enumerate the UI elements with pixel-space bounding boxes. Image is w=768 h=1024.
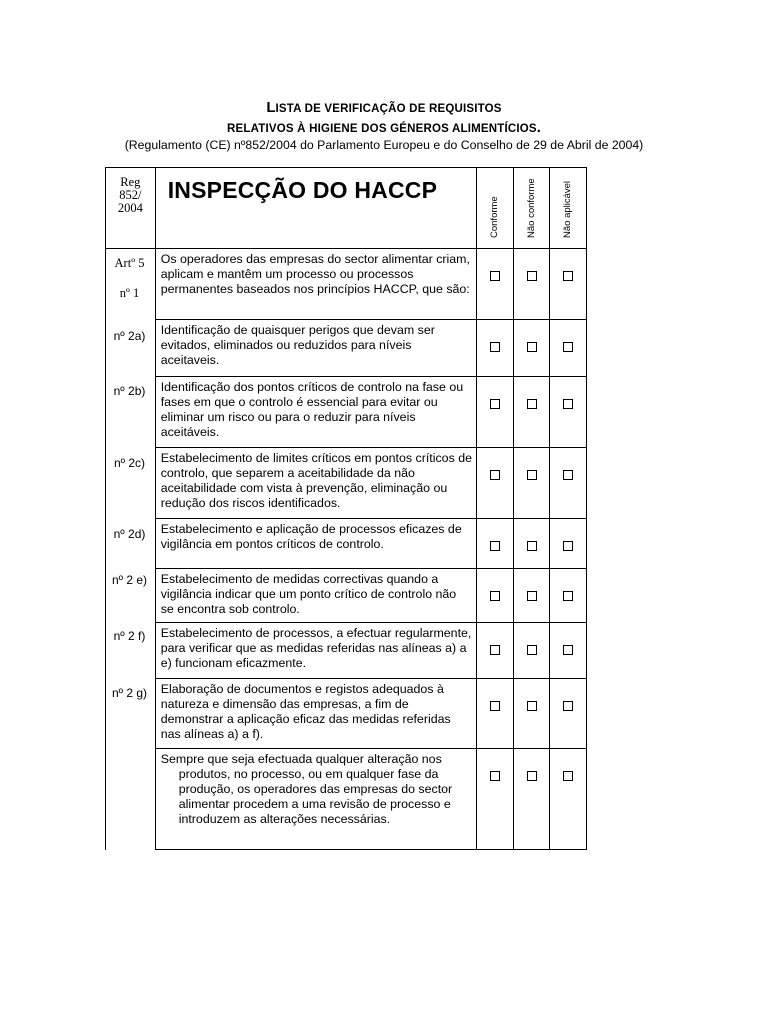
paragraph-label: nº 1	[119, 286, 140, 300]
checkbox-square-icon[interactable]	[563, 470, 573, 480]
checkbox-square-icon[interactable]	[527, 541, 537, 551]
checkbox-conforme[interactable]	[477, 679, 514, 749]
document-title-line-2	[0, 119, 768, 136]
paragraph-label: nº 2 g)	[111, 686, 148, 700]
checkbox-conforme[interactable]	[477, 249, 514, 320]
column-header-label: Não aplicável	[562, 180, 574, 238]
reg-label-line: 2004	[117, 201, 143, 215]
checkbox-square-icon[interactable]	[563, 541, 573, 551]
requirement-text-first-line: Sempre que seja efectuada qualquer alteração nos	[160, 752, 442, 766]
checkbox-square-icon[interactable]	[490, 342, 500, 352]
checkbox-square-icon[interactable]	[527, 701, 537, 711]
checkbox-nao-aplicavel[interactable]	[550, 377, 587, 448]
column-header-label: Conforme	[489, 196, 501, 238]
checkbox-square-icon[interactable]	[490, 470, 500, 480]
regulation-reference: (Regulamento (CE) nº852/2004 do Parlamento Europeu e do Conselho de 29 de Abril de 2004)	[124, 138, 644, 152]
paragraph-label: nº 2a)	[113, 329, 146, 343]
checkbox-nao-aplicavel[interactable]	[550, 249, 587, 320]
checkbox-nao-conforme[interactable]	[513, 320, 550, 377]
checkbox-nao-aplicavel[interactable]	[550, 320, 587, 377]
table-row	[106, 623, 587, 679]
title-line-2-dot: .	[536, 119, 541, 136]
checkbox-square-icon[interactable]	[563, 701, 573, 711]
table-row	[106, 320, 587, 377]
checkbox-square-icon[interactable]	[490, 591, 500, 601]
checkbox-square-icon[interactable]	[563, 591, 573, 601]
checkbox-square-icon[interactable]	[490, 541, 500, 551]
checkbox-square-icon[interactable]	[563, 771, 573, 781]
requirement-text: Estabelecimento de medidas correctivas quando a vigilância indicar que um ponto crítico de controlo não se encontra sob controlo.	[155, 569, 477, 623]
checkbox-conforme[interactable]	[477, 448, 514, 519]
column-header-conforme	[477, 168, 514, 249]
table-row	[106, 569, 587, 623]
checkbox-square-icon[interactable]	[527, 591, 537, 601]
checkbox-square-icon[interactable]	[490, 645, 500, 655]
checkbox-square-icon[interactable]	[527, 470, 537, 480]
checkbox-nao-conforme[interactable]	[513, 249, 550, 320]
section-title: INSPECÇÃO DO HACCP	[155, 168, 477, 249]
checkbox-square-icon[interactable]	[527, 771, 537, 781]
checkbox-square-icon[interactable]	[563, 271, 573, 281]
table-row	[106, 448, 587, 519]
requirement-text: Estabelecimento de processos, a efectuar regularmente, para verificar que as medidas referidas nas alíneas a) a e) funcionam eficazmente.	[155, 623, 477, 679]
requirement-text: Elaboração de documentos e registos adequados à natureza e dimensão das empresas, a fim de demonstrar a aplicação eficaz das medidas referidas nas alíneas a) a f).	[155, 679, 477, 749]
reg-label-line: 852/	[119, 188, 142, 202]
checkbox-conforme[interactable]	[477, 377, 514, 448]
column-header-nao-conforme	[513, 168, 550, 249]
haccp-checklist-table	[105, 167, 587, 850]
table-row	[106, 377, 587, 448]
paragraph-label: nº 2 e)	[111, 573, 148, 587]
requirement-text: Os operadores das empresas do sector alimentar criam, aplicam e mantêm um processo ou processos permanentes baseados nos princípios HACCP, que são:	[155, 249, 477, 320]
requirement-text: Estabelecimento de limites críticos em pontos críticos de controlo, que separem a aceitabilidade da não aceitabilidade com vista à prevenção, eliminação ou redução dos riscos identificados.	[155, 448, 477, 519]
checkbox-square-icon[interactable]	[563, 342, 573, 352]
checkbox-square-icon[interactable]	[490, 701, 500, 711]
column-header-label: Não conforme	[525, 178, 537, 238]
checkbox-nao-conforme[interactable]	[513, 679, 550, 749]
column-header-nao-aplicavel	[550, 168, 587, 249]
checkbox-nao-aplicavel[interactable]	[550, 448, 587, 519]
requirement-text-continuation: produtos, no processo, ou em qualquer fase da produção, os operadores das empresas do sector alimentar procedem a uma revisão de processo e introduzem as alterações necessárias.	[178, 767, 453, 826]
checkbox-square-icon[interactable]	[527, 645, 537, 655]
regulation-label-cell	[106, 168, 156, 249]
checkbox-nao-conforme[interactable]	[513, 377, 550, 448]
article-label: Artº 5	[114, 256, 145, 270]
checkbox-nao-aplicavel[interactable]	[550, 749, 587, 850]
checkbox-nao-conforme[interactable]	[513, 448, 550, 519]
table-row	[106, 679, 587, 749]
checkbox-square-icon[interactable]	[527, 342, 537, 352]
requirement-text: Identificação dos pontos críticos de controlo na fase ou fases em que o controlo é essencial para evitar ou eliminar um risco ou para o reduzir para níveis aceitáveis.	[155, 377, 477, 448]
requirement-text	[155, 749, 477, 850]
checkbox-nao-conforme[interactable]	[513, 623, 550, 679]
checkbox-nao-aplicavel[interactable]	[550, 679, 587, 749]
paragraph-label: nº 2b)	[113, 384, 146, 398]
checkbox-square-icon[interactable]	[563, 399, 573, 409]
paragraph-label: nº 2d)	[113, 527, 146, 541]
checkbox-square-icon[interactable]	[527, 399, 537, 409]
document-title-line-1	[0, 99, 768, 116]
checkbox-conforme[interactable]	[477, 749, 514, 850]
table-row	[106, 519, 587, 569]
checkbox-nao-aplicavel[interactable]	[550, 569, 587, 623]
checkbox-square-icon[interactable]	[563, 645, 573, 655]
checkbox-square-icon[interactable]	[527, 271, 537, 281]
checkbox-conforme[interactable]	[477, 519, 514, 569]
checkbox-nao-conforme[interactable]	[513, 519, 550, 569]
requirement-text: Identificação de quaisquer perigos que devam ser evitados, eliminados ou reduzidos para níveis aceitaveis.	[155, 320, 477, 377]
title-line-1-text: ISTA DE VERIFICAÇÃO DE REQUISITOS	[275, 103, 502, 115]
table-row	[106, 749, 587, 850]
paragraph-label: nº 2c)	[113, 456, 146, 470]
reg-label-line: Reg	[120, 175, 141, 189]
checkbox-square-icon[interactable]	[490, 399, 500, 409]
checkbox-conforme[interactable]	[477, 623, 514, 679]
table-header-row	[106, 168, 587, 249]
requirement-text: Estabelecimento e aplicação de processos eficazes de vigilância em pontos críticos de controlo.	[155, 519, 477, 569]
checkbox-nao-aplicavel[interactable]	[550, 623, 587, 679]
checkbox-nao-aplicavel[interactable]	[550, 519, 587, 569]
title-line-2-text: RELATIVOS À HIGIENE DOS GÉNEROS ALIMENTÍCIOS	[227, 123, 537, 135]
checkbox-conforme[interactable]	[477, 320, 514, 377]
checkbox-square-icon[interactable]	[490, 771, 500, 781]
paragraph-label: nº 2 f)	[113, 629, 146, 643]
checkbox-square-icon[interactable]	[490, 271, 500, 281]
table-row	[106, 249, 587, 320]
title-initial: L	[266, 99, 276, 116]
checkbox-conforme[interactable]	[477, 569, 514, 623]
checkbox-nao-conforme[interactable]	[513, 569, 550, 623]
checkbox-nao-conforme[interactable]	[513, 749, 550, 850]
